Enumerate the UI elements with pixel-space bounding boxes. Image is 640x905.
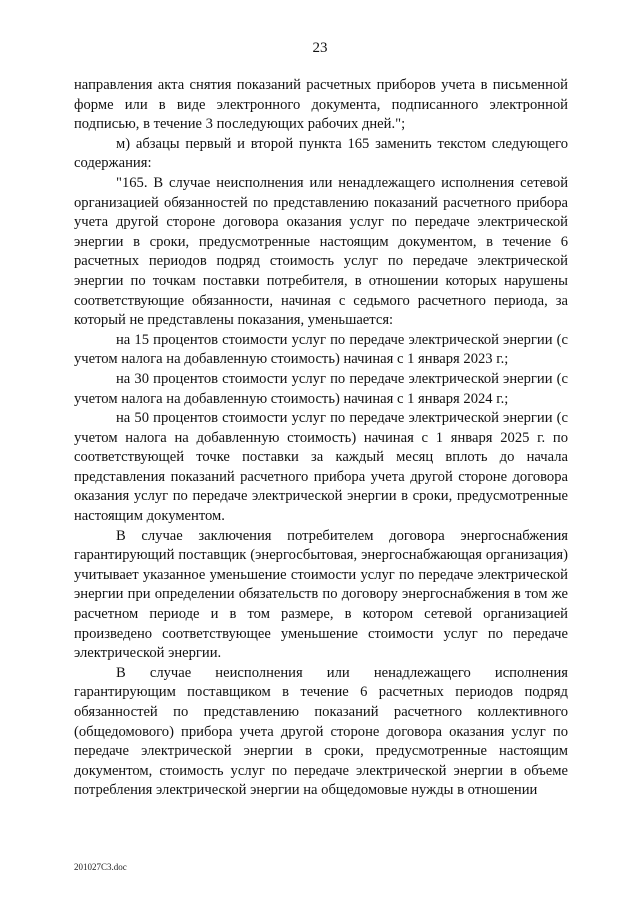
paragraph: на 15 процентов стоимости услуг по передаче электрической энергии (с учетом налога на добавленную стоимость) начиная с 1 января 2023 г.; (74, 331, 568, 368)
paragraph: В случае заключения потребителем договора энергоснабжения гарантирующий поставщик (энергосбытовая, энергоснабжающая организация) учитывает указанное уменьшение стоимости услуг по передаче электрической энергии при определении обязательств по договору энергоснабжения в том же расчетном периоде и в том размере, в котором сетевой организацией произведено соответствующее уменьшение стоимости услуг по передаче электрической энергии. (74, 527, 568, 662)
paragraph: "165. В случае неисполнения или ненадлежащего исполнения сетевой организацией обязанностей по представлению показаний расчетного прибора учета другой стороне договора оказания услуг по передаче электрической энергии в сроки, предусмотренные настоящим документом, в течение 6 расчетных периодов подряд стоимость услуг по передаче электрической энергии по точкам поставки потребителя, в отношении которых нарушены соответствующие обязанности, начиная с седьмого расчетного периода, за который не представлены показания, уменьшается: (74, 174, 568, 329)
paragraph: В случае неисполнения или ненадлежащего исполнения гарантирующим поставщиком в течение 6 расчетных периодов подряд обязанностей по представлению показаний расчетного коллективного (общедомового) прибора учета другой стороне договора оказания услуг по передаче электрической энергии в сроки, предусмотренные настоящим документом, стоимость услуг по передаче электрической энергии в объеме потребления электрической энергии на общедомовые нужды в отношении (74, 664, 568, 799)
paragraph: на 50 процентов стоимости услуг по передаче электрической энергии (с учетом налога на добавленную стоимость) начиная с 1 января 2025 г. по соответствующей точке поставки за каждый месяц вплоть до начала представления показаний расчетного прибора учета другой стороне договора оказания услуг по передаче электрической энергии в сроки, предусмотренные настоящим документом. (74, 410, 568, 525)
page-number: 23 (312, 40, 328, 56)
paragraph: м) абзацы первый и второй пункта 165 заменить текстом следующего содержания: (74, 135, 568, 172)
paragraph: на 30 процентов стоимости услуг по передаче электрической энергии (с учетом налога на добавленную стоимость) начиная с 1 января 2024 г.; (74, 370, 568, 407)
footer-filename: 201027С3.doc (74, 862, 127, 872)
body-text (74, 76, 568, 801)
paragraph: направления акта снятия показаний расчетных приборов учета в письменной форме или в виде электронного документа, подписанного электронной подписью, в течение 3 последующих рабочих дней."; (74, 77, 568, 133)
